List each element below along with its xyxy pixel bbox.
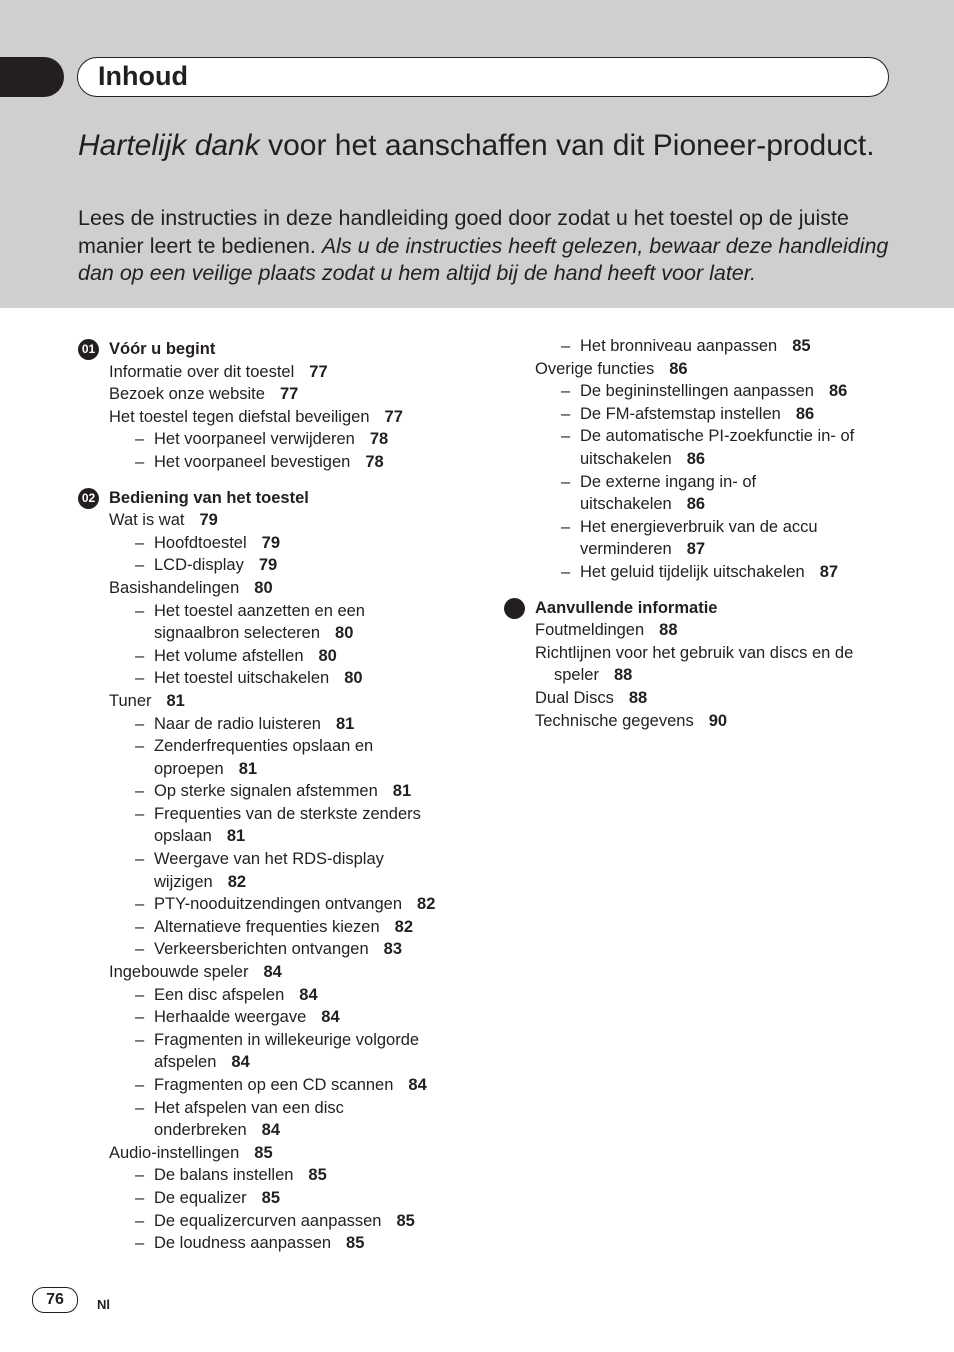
toc-page-number: 81 — [238, 759, 258, 778]
toc-subentry — [78, 1097, 478, 1120]
section-gap — [78, 474, 478, 487]
toc-subentry — [78, 1029, 478, 1052]
toc-page-number: 77 — [309, 362, 328, 381]
toc-subentry — [78, 735, 478, 758]
toc-subentry — [78, 713, 478, 736]
toc-page-number: 84 — [321, 1008, 340, 1027]
toc-entry — [78, 690, 478, 713]
toc-subentry — [504, 516, 924, 539]
section-badge — [504, 598, 525, 619]
toc-subentry — [78, 451, 478, 474]
toc-page-number: 79 — [199, 511, 218, 530]
toc-subentry — [504, 335, 924, 358]
dash-glyph: – — [135, 985, 145, 1004]
toc-entry-text: Informatie over dit toestel — [109, 362, 295, 381]
toc-subentry — [78, 667, 478, 690]
dash-glyph: – — [135, 430, 145, 449]
toc-section-heading — [504, 597, 924, 620]
toc-page-number: 79 — [258, 556, 278, 575]
toc-page-number: 84 — [299, 985, 318, 1004]
section-heading-text: Bediening van het toestel — [109, 488, 309, 507]
headline-rest: voor het aanschaffen van dit Pioneer-product. — [259, 129, 875, 162]
dash-glyph: – — [135, 917, 145, 936]
toc-subentry — [78, 1074, 478, 1097]
toc-subentry-text: De equalizercurven aanpassen — [154, 1211, 382, 1230]
toc-subentry-continuation — [78, 1051, 478, 1074]
toc-subentry-continuation — [504, 448, 924, 471]
dash-glyph: – — [135, 804, 145, 823]
toc-subentry — [78, 803, 478, 826]
toc-page-number: 78 — [369, 430, 389, 449]
toc-entry — [78, 361, 478, 384]
toc-entry-text: Foutmeldingen — [535, 621, 645, 640]
dash-glyph: – — [135, 940, 145, 959]
dash-glyph: – — [561, 337, 571, 355]
toc-entry-continuation — [504, 664, 924, 687]
toc-subentry-text: De loudness aanpassen — [154, 1234, 332, 1253]
intro-paragraph — [78, 205, 908, 288]
dash-glyph: – — [561, 562, 571, 581]
toc-page-number: 85 — [308, 1166, 327, 1185]
dash-glyph: – — [135, 714, 145, 733]
dash-glyph: – — [135, 1030, 145, 1049]
toc-subentry-text: Alternatieve frequenties kiezen — [154, 917, 380, 936]
toc-page-number: 84 — [408, 1076, 427, 1094]
toc-entry — [504, 710, 924, 733]
toc-entry-text: Technische gegevens — [535, 711, 694, 730]
toc-subentry-cont-text: opslaan — [154, 827, 212, 846]
section-heading-text: Vóór u begint — [109, 340, 216, 358]
headline-italic: Hartelijk dank — [78, 129, 260, 162]
toc-entry — [78, 509, 478, 532]
toc-page-number: 80 — [254, 578, 273, 597]
toc-subentry — [78, 938, 478, 961]
toc-subentry-text: PTY-nooduitzendingen ontvangen — [154, 895, 403, 914]
toc-page-number: 82 — [417, 895, 436, 914]
toc-page-number: 86 — [828, 382, 848, 401]
toc-subentry-cont-text: signaalbron selecteren — [154, 624, 321, 643]
intro-italic: Als u de instructies heeft gelezen, bewaar deze handleiding dan op een veilige plaats zodat u hem altijd bij de hand heeft voor later. — [78, 233, 889, 285]
toc-subentry-continuation — [78, 758, 478, 781]
dash-glyph: – — [135, 1008, 145, 1027]
toc-subentry-text: Naar de radio luisteren — [154, 714, 321, 733]
toc-subentry — [504, 471, 924, 494]
toc-subentry-text: De FM-afstemstap instellen — [580, 404, 781, 423]
toc-subentry-text: De automatische PI-zoekfunctie in- of — [580, 427, 855, 446]
toc-page-number: 79 — [261, 533, 281, 552]
dash-glyph: – — [135, 601, 145, 620]
toc-subentry-text: Het bronniveau aanpassen — [580, 337, 778, 355]
toc-subentry-text: Een disc afspelen — [154, 985, 285, 1004]
section-gap — [504, 584, 924, 597]
toc-entry-text: Dual Discs — [535, 688, 614, 707]
toc-page-number: 81 — [392, 782, 412, 801]
dash-glyph: – — [135, 1166, 145, 1185]
toc-subentry-text: Het volume afstellen — [154, 646, 304, 665]
toc-entry — [78, 406, 478, 429]
toc-subentry-cont-text: wijzigen — [154, 872, 213, 891]
section-title-pill — [77, 57, 889, 97]
toc-page-number: 81 — [226, 827, 246, 846]
toc-page-number: 85 — [396, 1211, 415, 1230]
toc-subentry-text: Hoofdtoestel — [154, 533, 247, 552]
page-headline — [78, 129, 898, 162]
toc-subentry-text: Herhaalde weergave — [154, 1008, 307, 1027]
toc-subentry-cont-text: afspelen — [154, 1053, 217, 1072]
toc-entry-text: Overige functies — [535, 359, 655, 378]
toc-page-number: 80 — [318, 646, 337, 665]
toc-subentry-continuation — [78, 871, 478, 894]
toc-subentry-text: Op sterke signalen afstemmen — [154, 782, 378, 801]
toc-subentry — [504, 561, 924, 584]
toc-page-number: 83 — [383, 940, 403, 959]
toc-subentry — [504, 380, 924, 403]
dash-glyph: – — [135, 646, 145, 665]
toc-entry-text: Audio-instellingen — [109, 1143, 240, 1162]
toc-entry-text: Het toestel tegen diefstal beveiligen — [109, 407, 370, 426]
dash-glyph: – — [561, 382, 571, 401]
toc-subentry — [78, 1164, 478, 1187]
toc-page-number: 84 — [263, 963, 282, 982]
toc-entry — [504, 619, 924, 642]
toc-page-number: 88 — [613, 666, 633, 685]
toc-subentry-continuation — [504, 538, 924, 561]
dash-glyph: – — [135, 895, 145, 914]
toc-subentry — [78, 893, 478, 916]
toc-subentry — [78, 532, 478, 555]
toc-subentry — [78, 554, 478, 577]
toc-subentry-text: Het voorpaneel bevestigen — [154, 452, 351, 471]
dash-glyph: – — [561, 472, 571, 491]
toc-subentry-text: Frequenties van de sterkste zenders — [154, 804, 421, 823]
toc-subentry-text: De balans instellen — [154, 1166, 294, 1185]
toc-subentry-text: Het energieverbruik van de accu — [580, 517, 818, 536]
dash-glyph: – — [135, 737, 145, 756]
toc-page-number: 85 — [792, 337, 811, 355]
toc-entry — [78, 961, 478, 984]
toc-page-number: 90 — [708, 711, 728, 730]
toc-subentry — [78, 1210, 478, 1233]
dash-glyph: – — [135, 1188, 145, 1207]
toc-page-number: 85 — [254, 1143, 273, 1162]
page-number: 76 — [32, 1287, 78, 1313]
toc-column-left — [78, 338, 478, 1255]
toc-page-number: 81 — [166, 691, 185, 710]
dash-glyph: – — [135, 452, 145, 471]
toc-page-number: 84 — [231, 1053, 250, 1072]
dash-glyph: – — [561, 517, 571, 536]
toc-subentry-text: Het geluid tijdelijk uitschakelen — [580, 562, 805, 581]
dash-glyph: – — [135, 1234, 145, 1253]
toc-entry-text: Bezoek onze website — [109, 385, 265, 404]
dash-glyph: – — [561, 404, 571, 423]
toc-entry-text: Wat is wat — [109, 511, 185, 530]
section-heading-text: Aanvullende informatie — [535, 598, 718, 617]
toc-page-number: 84 — [261, 1121, 281, 1140]
toc-entry-text: Tuner — [109, 691, 152, 710]
toc-page-number: 86 — [686, 495, 706, 514]
toc-page-number: 86 — [686, 449, 706, 468]
dash-glyph: – — [135, 850, 145, 869]
toc-subentry — [78, 780, 478, 803]
toc-subentry-text: Fragmenten op een CD scannen — [154, 1076, 394, 1094]
section-title: Inhoud — [98, 61, 188, 91]
toc-entry — [504, 358, 924, 381]
section-badge: 01 — [78, 339, 99, 360]
toc-subentry-cont-text: verminderen — [580, 540, 672, 559]
toc-entry-text: Ingebouwde speler — [109, 963, 249, 982]
toc-subentry-text: Fragmenten in willekeurige volgorde — [154, 1030, 420, 1049]
toc-entry-text: Richtlijnen voor het gebruik van discs en de — [535, 643, 854, 662]
toc-entry — [504, 687, 924, 710]
toc-entry-text: Basishandelingen — [109, 578, 240, 597]
toc-subentry-text: Het voorpaneel verwijderen — [154, 430, 355, 449]
toc-subentry — [78, 428, 478, 451]
toc-section-heading — [78, 487, 478, 510]
toc-page-number: 80 — [335, 624, 354, 643]
toc-page-number: 85 — [261, 1188, 280, 1207]
toc-subentry-cont-text: onderbreken — [154, 1121, 247, 1140]
toc-entry — [78, 383, 478, 406]
toc-subentry — [78, 600, 478, 623]
toc-entry — [78, 577, 478, 600]
dash-glyph: – — [135, 556, 145, 575]
toc-subentry-continuation — [78, 1119, 478, 1142]
toc-subentry-text: Het afspelen van een disc — [154, 1098, 344, 1117]
dash-glyph: – — [135, 1098, 145, 1117]
toc-page-number: 81 — [335, 714, 355, 733]
toc-entry — [504, 642, 924, 665]
toc-subentry — [78, 916, 478, 939]
toc-page-number: 80 — [344, 669, 363, 688]
section-badge: 02 — [78, 488, 99, 509]
dash-glyph: – — [135, 1211, 145, 1230]
toc-subentry — [78, 1006, 478, 1029]
toc-subentry-cont-text: oproepen — [154, 759, 224, 778]
toc-subentry-text: Het toestel uitschakelen — [154, 669, 330, 688]
toc-subentry-text: Het toestel aanzetten en een — [154, 601, 365, 620]
toc-subentry-text: De equalizer — [154, 1188, 247, 1207]
language-code: Nl — [97, 1297, 110, 1312]
toc-subentry-cont-text: uitschakelen — [580, 495, 672, 514]
toc-page-number: 87 — [686, 540, 706, 559]
toc-page-number: 85 — [346, 1234, 365, 1253]
intro-plain: Lees de instructies in deze handleiding goed door zodat u het toestel op de juiste manier leert te bedienen. — [78, 206, 849, 258]
toc-subentry — [78, 984, 478, 1007]
dash-glyph: – — [561, 427, 571, 446]
toc-subentry-text: De externe ingang in- of — [580, 472, 757, 491]
toc-page-number: 87 — [819, 562, 839, 581]
toc-subentry — [78, 1232, 478, 1255]
toc-subentry-continuation — [78, 622, 478, 645]
toc-subentry-continuation — [504, 493, 924, 516]
toc-subentry — [78, 1187, 478, 1210]
toc-page-number: 82 — [394, 917, 413, 936]
toc-page-number: 88 — [659, 621, 678, 640]
toc-subentry — [78, 645, 478, 668]
toc-page-number: 82 — [227, 872, 247, 891]
dash-glyph: – — [135, 669, 145, 688]
toc-page-number: 78 — [365, 452, 384, 471]
toc-subentry-cont-text: uitschakelen — [580, 449, 672, 468]
toc-page-number: 86 — [795, 404, 815, 423]
toc-column-right — [504, 335, 924, 732]
section-tab-marker — [0, 57, 64, 97]
dash-glyph: – — [135, 782, 145, 801]
toc-subentry — [504, 425, 924, 448]
toc-subentry-text: Verkeersberichten ontvangen — [154, 940, 369, 959]
toc-subentry-text: LCD-display — [154, 556, 244, 575]
toc-page-number: 77 — [384, 407, 403, 426]
toc-subentry-text: De begininstellingen aanpassen — [580, 382, 814, 401]
toc-subentry-continuation — [78, 825, 478, 848]
toc-page-number: 86 — [669, 359, 688, 378]
toc-page-number: 77 — [279, 385, 299, 404]
toc-subentry-text: Zenderfrequenties opslaan en — [154, 737, 374, 756]
toc-entry — [78, 1142, 478, 1165]
dash-glyph: – — [135, 1076, 145, 1094]
toc-subentry-text: Weergave van het RDS-display — [154, 850, 384, 869]
dash-glyph: – — [135, 533, 145, 552]
toc-entry-cont-text: speler — [554, 666, 599, 685]
toc-subentry — [78, 848, 478, 871]
toc-subentry — [504, 403, 924, 426]
toc-section-heading — [78, 338, 478, 361]
toc-page-number: 88 — [628, 688, 648, 707]
